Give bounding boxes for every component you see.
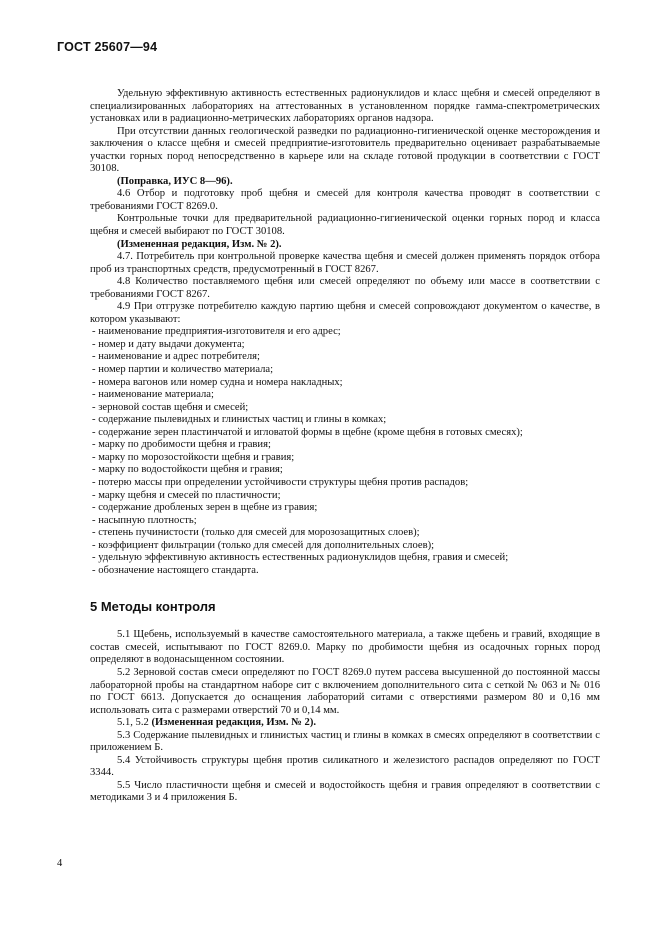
clause-4-7: 4.7. Потребитель при контрольной проверке качества щебня и смесей должен применять порядок отбора проб из транспортных средств, предусмотренный в ГОСТ 8267. [90,251,600,275]
clause-5-2: 5.2 Зерновой состав смеси определяют по ГОСТ 8269.0 путем рассева высушенной до постоянной массы лабораторной пробы на стандартном наборе сит с включением дополнительного сита с сеткой № 063 и № 016 по ГОСТ 6613. Допускается до оснащения лабораторий ситами с отверстиями размером 80 и 0,16 мм использовать сита с размерами отверстий 70 и 0,14 мм. [90,666,600,716]
list-item: - зерновой состав щебня и смесей; [90,402,600,415]
list-item: - марку по дробимости щебня и гравия; [90,439,600,452]
section-heading: 5 Методы контроля [90,599,216,615]
revision-note: (Измененная редакция, Изм. № 2). [117,238,282,250]
list-item: - потерю массы при определении устойчивости структуры щебня против распадов; [90,477,600,490]
list-item: - степень пучинистости (только для смесей для морозозащитных слоев); [90,527,600,540]
clause-4-6-control-points: Контрольные точки для предварительной радиационно-гигиенической оценки горных пород и класса щебня и смесей выбирают по ГОСТ 30108. [90,213,600,238]
amendment-note: (Поправка, ИУС 8—96). [117,175,233,187]
paragraph-geological-survey: При отсутствии данных геологической разведки по радиационно-гигиенической оценке месторождения и заключения о классе щебня и смесей предприятие-изготовитель предварительно оценивает разрабатываемые участки горных пород непосредственно в карьере или на складе готовой продукции в соответствии с ГОСТ 30108. [90,125,600,175]
revision-note: (Измененная редакция, Изм. № 2). [151,717,316,729]
clause-5-3: 5.3 Содержание пылевидных и глинистых частиц и глины в комках в смесях определяют в соответствии с приложением Б. [90,729,600,754]
list-item: - наименование материала; [90,389,600,402]
list-item: - обозначение настоящего стандарта. [90,565,600,578]
list-item: - содержание зерен пластинчатой и игловатой формы в щебне (кроме щебня в готовых смесях); [90,427,600,440]
list-item: - номер и дату выдачи документа; [90,339,600,352]
list-item: - коэффициент фильтрации (только для смесей для дополнительных слоев); [90,540,600,553]
list-item: - марку по морозостойкости щебня и гравия; [90,452,600,465]
clause-5-1-5-2-note [90,717,600,730]
list-item: - содержание пылевидных и глинистых частиц и глины в комках; [90,414,600,427]
paragraph-radionuclides: Удельную эффективную активность естественных радионуклидов и класс щебня и смесей определяют в специализированных лабораториях на аттестованных в установленном порядке гамма-спектрометрических установках или в радиационно-метрических лабораториях органов надзора. [90,88,600,125]
document-header: ГОСТ 25607—94 [57,40,158,54]
clause-5-5: 5.5 Число пластичности щебня и смесей и водостойкость щебня и гравия определяют в соответствии с методиками 3 и 4 приложения Б. [90,779,600,804]
list-item: - содержание дробленых зерен в щебне из гравия; [90,502,600,515]
list-item: - номер партии и количество материала; [90,364,600,377]
clause-4-9: 4.9 При отгрузке потребителю каждую партию щебня и смесей сопровождают документом о качестве, в котором указывают: [90,301,600,325]
clause-4-8: 4.8 Количество поставляемого щебня или смесей определяют по объему или массе в соответствии с требованиями ГОСТ 8267. [90,276,600,300]
list-item: - удельную эффективную активность естественных радионуклидов щебня, гравия и смесей; [90,552,600,565]
list-item: - наименование предприятия-изготовителя и его адрес; [90,326,600,339]
list-item: - марку по водостойкости щебня и гравия; [90,464,600,477]
list-item: - номера вагонов или номер судна и номера накладных; [90,377,600,390]
clause-ref: 5.1, 5.2 [117,717,152,729]
clause-5-4: 5.4 Устойчивость структуры щебня против силикатного и железистого распадов определяют по ГОСТ 3344. [90,754,600,779]
list-item: - насыпную плотность; [90,515,600,528]
clause-5-1: 5.1 Щебень, используемый в качестве самостоятельного материала, а также щебень и гравий, входящие в состав смесей, испытывают по ГОСТ 8269.0. Марку по дробимости щебня из осадочных горных пород определяют в водонасыщенном состоянии. [90,629,600,666]
list-item: - марку щебня и смесей по пластичности; [90,490,600,503]
quality-document-list [90,326,600,577]
list-item: - наименование и адрес потребителя; [90,351,600,364]
page-number: 4 [57,858,63,869]
clause-4-6: 4.6 Отбор и подготовку проб щебня и смесей для контроля качества проводят в соответствии с требованиями ГОСТ 8269.0. [90,188,600,212]
document-body [90,88,600,805]
